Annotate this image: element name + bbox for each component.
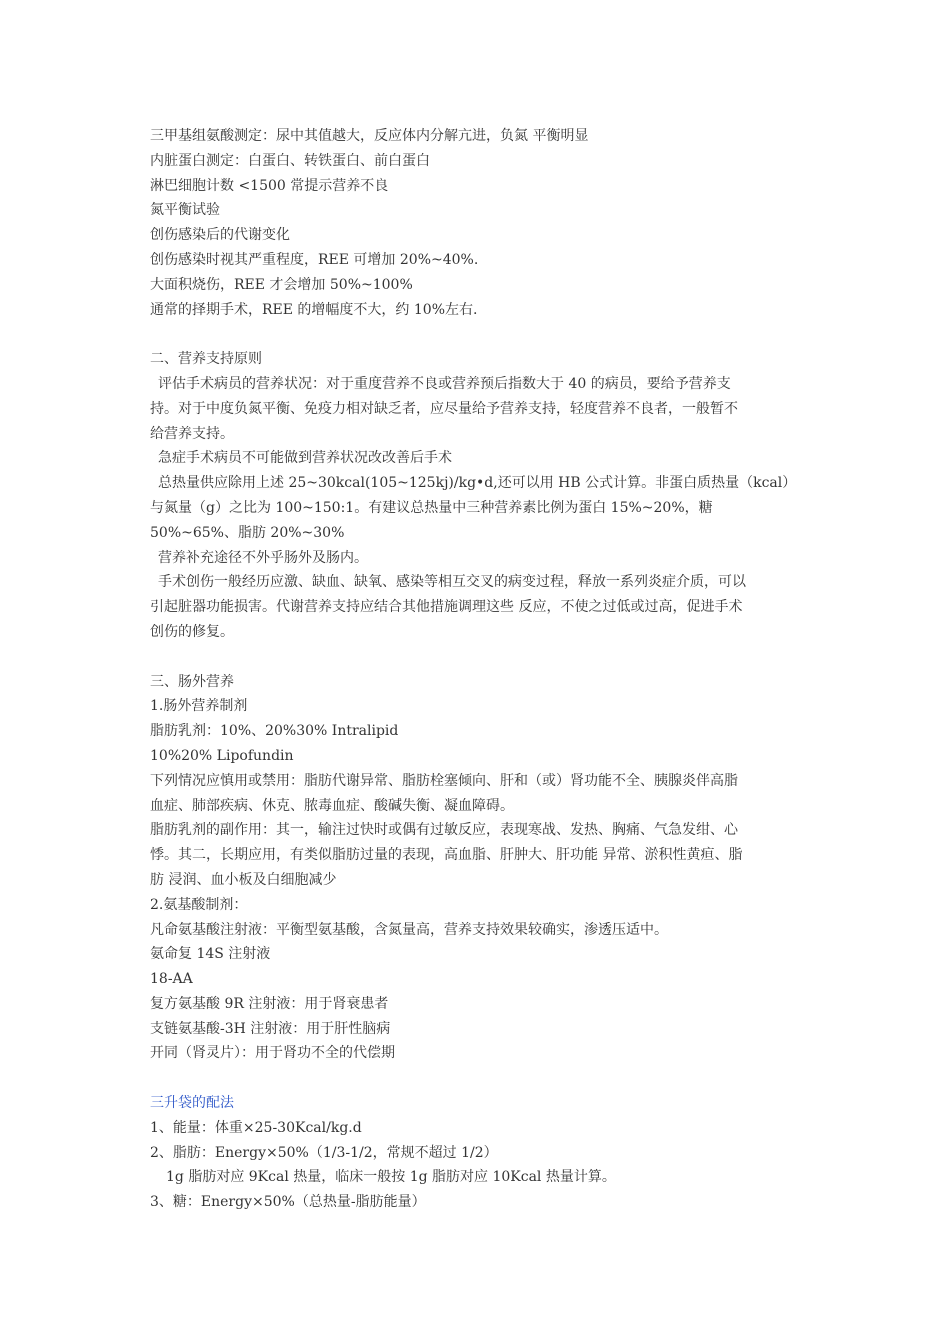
section-nutrition-principles (150, 347, 800, 645)
paragraph-line: 血症、肺部疾病、休克、脓毒血症、酸碱失衡、凝血障碍。 (150, 797, 514, 814)
list-item: 3、糖：Energy×50%（总热量-脂肪能量） (150, 1194, 426, 1211)
text-line: 氮平衡试验 (150, 202, 220, 219)
paragraph-line: 创伤的修复。 (150, 623, 234, 640)
text-line: 创伤感染时视其严重程度，REE 可增加 20%~40%. (150, 251, 479, 268)
spacer (150, 1066, 800, 1091)
paragraph-line: 50%~65%、脂肪 20%~30% (150, 524, 345, 541)
section-three-liter-bag (150, 1091, 800, 1215)
text-line: 18-AA (150, 971, 193, 988)
list-item-note: 1g 脂肪对应 9Kcal 热量，临床一般按 1g 脂肪对应 10Kcal 热量计算。 (166, 1169, 616, 1186)
spacer (150, 322, 800, 347)
text-line: 三甲基组氨酸测定：尿中其值越大，反应体内分解亢进，负氮 平衡明显 (150, 128, 589, 144)
paragraph-line: 下列情况应慎用或禁用：脂肪代谢异常、脂肪栓塞倾向、肝和（或）肾功能不全、胰腺炎伴高脂 (150, 772, 738, 789)
paragraph-line: 肪 浸润、血小板及白细胞减少 (150, 871, 337, 888)
text-line: 内脏蛋白测定：白蛋白、转铁蛋白、前白蛋白 (150, 152, 430, 169)
subheading: 1.肠外营养制剂 (150, 698, 248, 715)
paragraph-line: 与氮量（g）之比为 100~150:1。有建议总热量中三种营养素比例为蛋白 15%~20%，糖 (150, 499, 713, 516)
subheading: 2.氨基酸制剂： (150, 896, 248, 913)
text-line: 支链氨基酸-3H 注射液：用于肝性脑病 (150, 1020, 391, 1037)
section-heading-link[interactable]: 三升袋的配法 (150, 1095, 234, 1112)
text-line: 大面积烧伤，REE 才会增加 50%~100% (150, 276, 413, 293)
text-line: 10%20% Lipofundin (150, 747, 294, 764)
paragraph-line: 脂肪乳剂的副作用：其一，输注过快时或偶有过敏反应，表现寒战、发热、胸痛、气急发绀、心 (150, 822, 738, 839)
document-page (150, 124, 800, 1215)
text-line: 氨命复 14S 注射液 (150, 946, 271, 963)
text-line: 复方氨基酸 9R 注射液：用于肾衰患者 (150, 995, 389, 1012)
paragraph-line: 持。对于中度负氮平衡、免疫力相对缺乏者，应尽量给予营养支持，轻度营养不良者，一般暂不 (150, 400, 738, 417)
paragraph-line: 悸。其二，长期应用，有类似脂肪过量的表现，高血脂、肝肿大、肝功能 异常、淤积性黄疸、脂 (150, 847, 743, 864)
section-metabolic-assessment (150, 124, 800, 322)
paragraph-line: 引起脏器功能损害。代谢营养支持应结合其他措施调理这些 反应，不使之过低或过高，促进手术 (150, 599, 743, 616)
section-parenteral-nutrition (150, 670, 800, 1067)
paragraph-line: 急症手术病员不可能做到营养状况改改善后手术 (158, 450, 452, 467)
text-line: 通常的择期手术，REE 的增幅度不大，约 10%左右. (150, 301, 478, 318)
paragraph-line: 评估手术病员的营养状况：对于重度营养不良或营养预后指数大于 40 的病员，要给予营养支 (158, 375, 731, 392)
paragraph-line: 手术创伤一般经历应激、缺血、缺氧、感染等相互交叉的病变过程，释放一系列炎症介质，可以 (158, 574, 746, 591)
section-heading: 二、营养支持原则 (150, 351, 262, 368)
list-item: 2、脂肪：Energy×50%（1/3-1/2，常规不超过 1/2） (150, 1144, 498, 1161)
list-item: 1、能量：体重×25-30Kcal/kg.d (150, 1119, 362, 1136)
paragraph-line: 总热量供应除用上述 25~30kcal(105~125kj)/kg•d,还可以用 HB 公式计算。非蛋白质热量（kcal） (158, 475, 797, 492)
paragraph-line: 给营养支持。 (150, 425, 234, 442)
spacer (150, 645, 800, 670)
text-line: 凡命氨基酸注射液：平衡型氨基酸，含氮量高，营养支持效果较确实，渗透压适中。 (150, 921, 668, 938)
section-heading: 三、肠外营养 (150, 673, 234, 690)
text-line: 脂肪乳剂：10%、20%30% Intralipid (150, 723, 399, 740)
text-line: 开同（肾灵片）：用于肾功不全的代偿期 (150, 1045, 395, 1062)
text-line: 淋巴细胞计数 <1500 常提示营养不良 (150, 177, 389, 194)
paragraph-line: 营养补充途径不外乎肠外及肠内。 (158, 549, 368, 566)
text-line: 创伤感染后的代谢变化 (150, 227, 290, 244)
